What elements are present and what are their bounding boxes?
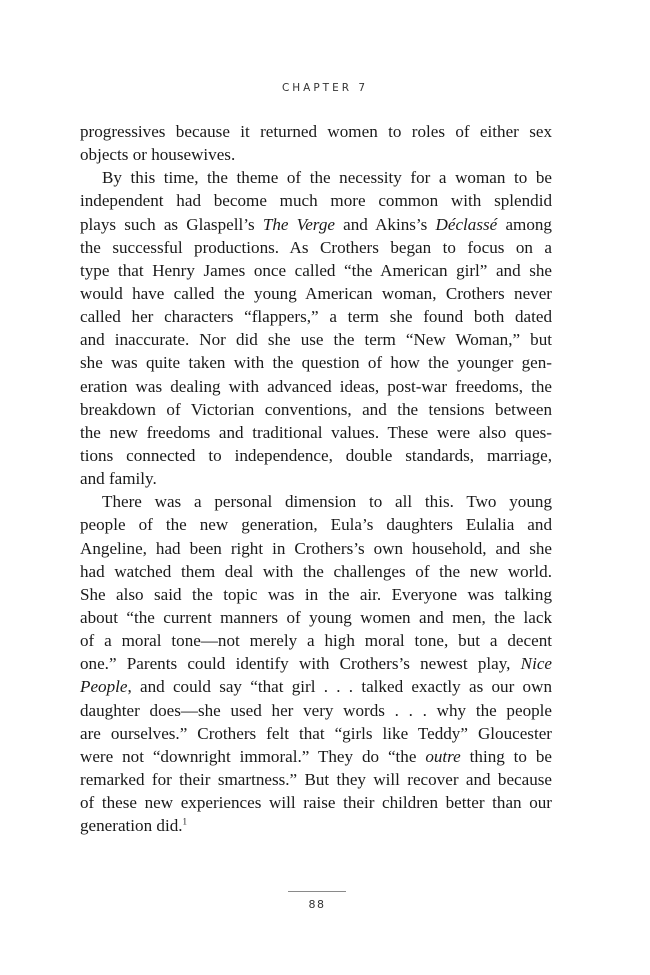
text-line: were not “downright immoral.” They do “the outre thing to be [80, 746, 553, 766]
text-line: called her characters “flappers,” a term she found both dated [80, 307, 552, 327]
text-line: breakdown of Victorian conventions, and the tensions between [80, 399, 552, 419]
text-line: independent had become much more common with splendid [80, 191, 552, 211]
text-line: people of the new generation, Eula’s daughters Eulalia and [80, 515, 552, 535]
italic-title: Nice [520, 654, 552, 674]
text-line: the successful productions. As Crothers began to focus on a [80, 237, 552, 257]
text-line: By this time, the theme of the necessity for a woman to be [102, 168, 552, 188]
text-line: of these new experiences will raise their children better than our [80, 793, 552, 813]
italic-title: People [80, 677, 128, 697]
text-line: There was a personal dimension to all this. Two young [102, 492, 552, 512]
text-line: would have called the young American woman, Crothers never [80, 283, 552, 303]
page-number: 88 [308, 898, 326, 911]
text-line [80, 814, 552, 837]
text-line: had watched them deal with the challenges of the new world. [80, 561, 552, 581]
footnote-marker: 1 [182, 816, 188, 827]
text-line: of a moral tone—not merely a high moral tone, but a decent [80, 631, 552, 651]
text-line: tions connected to independence, double standards, marriage, [80, 445, 552, 465]
text-line: type that Henry James once called “the American girl” and she [80, 260, 552, 280]
text-line: Angeline, had been right in Crothers’s own household, and she [80, 538, 552, 558]
text-line: and inaccurate. Nor did she use the term “New Woman,” but [80, 330, 552, 350]
text-line: and family. [80, 469, 157, 489]
text-line: she was quite taken with the question of how the younger gen- [80, 353, 552, 373]
body-text [80, 120, 552, 837]
text-line: one.” Parents could identify with Crothers’s newest play, Nice [80, 654, 552, 674]
folio-rule [288, 891, 346, 892]
text-line: the new freedoms and traditional values. These were also ques- [80, 422, 552, 442]
text-line: remarked for their smartness.” But they will recover and because [80, 769, 552, 789]
text-line: objects or housewives. [80, 145, 236, 165]
text-line-content: generation did. [80, 816, 183, 836]
italic-title: The Verge [262, 214, 335, 234]
text-line: about “the current manners of young women and men, the lack [80, 607, 552, 627]
text-line: plays such as Glaspell’s The Verge and Akins’s Déclassé among [80, 214, 552, 234]
text-line: People, and could say “that girl . . . talked exactly as our own [80, 677, 552, 697]
text-line: are ourselves.” Crothers felt that “girls like Teddy” Gloucester [80, 723, 552, 743]
italic-title: outre [425, 746, 461, 766]
text-line: eration was dealing with advanced ideas, post-war freedoms, the [80, 376, 552, 396]
italic-title: Déclassé [435, 214, 498, 234]
text-line: She also said the topic was in the air. Everyone was talking [80, 584, 552, 604]
text-line: daughter does—she used her very words . . . why the people [80, 700, 552, 720]
running-head: CHAPTER 7 [281, 82, 369, 94]
text-line: progressives because it returned women to roles of either sex [80, 122, 552, 141]
